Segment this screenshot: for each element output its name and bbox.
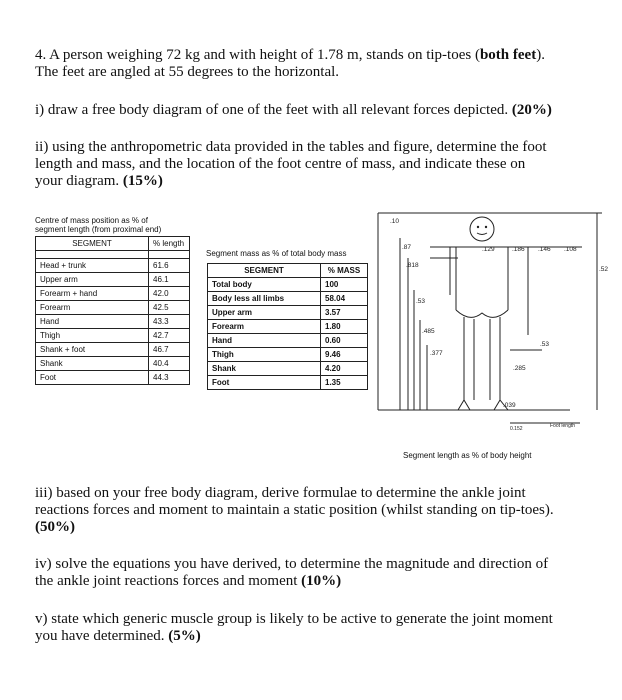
part-ii-line1: ii) using the anthropometric data provided in the tables and figure, determine the foot (35, 139, 547, 155)
part-v-marks: (5%) (168, 628, 201, 644)
com-table-spacer (36, 251, 190, 259)
label-146: .146 (538, 246, 551, 253)
com-cell-value: 46.1 (149, 273, 190, 287)
table-row (208, 292, 368, 306)
question-bold: both feet (479, 47, 537, 63)
com-cell-value: 42.7 (149, 329, 190, 343)
com-table (35, 236, 190, 385)
table-row (36, 329, 190, 343)
table-row (208, 348, 368, 362)
com-cell-segment: Hand (36, 315, 149, 329)
part-i (35, 102, 600, 119)
com-cell-value: 40.4 (149, 357, 190, 371)
label-top: .10 (390, 218, 400, 225)
label-377: .377 (430, 350, 443, 357)
mouth (477, 233, 487, 235)
com-cell-segment: Thigh (36, 329, 149, 343)
com-cell-segment: Shank + foot (36, 343, 149, 357)
table-row (36, 371, 190, 385)
mass-cell-value: 1.80 (321, 320, 368, 334)
part-iv-line2: the ankle joint reactions forces and moment (35, 573, 302, 589)
label-818: .818 (406, 262, 419, 269)
part-iii (35, 485, 600, 536)
table-row (208, 376, 368, 390)
part-v-line1: v) state which generic muscle group is likely to be active to generate the joint moment (35, 611, 553, 627)
mass-table-header (208, 264, 368, 278)
mass-cell-value: 100 (321, 278, 368, 292)
part-iii-marks: (50%) (35, 519, 75, 535)
table-row (36, 259, 190, 273)
part-i-marks: (20%) (511, 102, 552, 118)
com-cell-segment: Shank (36, 357, 149, 371)
com-cell-value: 42.5 (149, 301, 190, 315)
table-row (208, 334, 368, 348)
mass-header-segment: SEGMENT (208, 264, 321, 278)
mass-table-caption: Segment mass as % of total body mass (206, 249, 347, 258)
com-cell-value: 61.6 (149, 259, 190, 273)
label-foot-length: Foot length (550, 423, 576, 429)
table-row (36, 343, 190, 357)
eye-left (477, 226, 479, 228)
com-caption-line1: Centre of mass position as % of (35, 216, 148, 225)
part-iv-line1: iv) solve the equations you have derived, to determine the magnitude and direction of (35, 556, 549, 572)
label-52: .52 (599, 266, 609, 273)
question-line1-end: ). (536, 47, 545, 63)
com-table-header (36, 237, 190, 251)
mass-table (207, 263, 368, 390)
mass-cell-value: 9.46 (321, 348, 368, 362)
part-v (35, 611, 600, 645)
mass-cell-value: 1.35 (321, 376, 368, 390)
table-row (36, 287, 190, 301)
mass-cell-value: 4.20 (321, 362, 368, 376)
com-caption-line2: segment length (from proximal end) (35, 225, 162, 234)
com-cell-value: 44.3 (149, 371, 190, 385)
hip-curve (456, 310, 508, 317)
part-ii (35, 139, 600, 190)
table-row (36, 357, 190, 371)
com-table-caption (35, 216, 161, 234)
com-cell-value: 43.3 (149, 315, 190, 329)
com-cell-segment: Foot (36, 371, 149, 385)
question-line2: The feet are angled at 55 degrees to the horizontal. (35, 64, 340, 80)
table-row (208, 278, 368, 292)
mass-header-mass: % MASS (321, 264, 368, 278)
com-header-length: % length (149, 237, 190, 251)
mass-cell-segment: Shank (208, 362, 321, 376)
com-header-segment: SEGMENT (36, 237, 149, 251)
part-i-text: i) draw a free body diagram of one of the feet with all relevant forces depicted. (35, 102, 512, 118)
mass-cell-segment: Foot (208, 376, 321, 390)
mass-cell-segment: Body less all limbs (208, 292, 321, 306)
label-108: .108 (564, 246, 577, 253)
label-039: .039 (503, 402, 516, 409)
com-cell-segment: Forearm (36, 301, 149, 315)
foot-left (458, 400, 470, 410)
mass-cell-segment: Total body (208, 278, 321, 292)
mass-cell-segment: Upper arm (208, 306, 321, 320)
com-cell-value: 42.0 (149, 287, 190, 301)
mass-cell-value: 3.57 (321, 306, 368, 320)
question-line1: 4. A person weighing 72 kg and with height of 1.78 m, stands on tip-toes ( (35, 47, 480, 63)
head-outline (470, 217, 494, 241)
mass-cell-segment: Hand (208, 334, 321, 348)
com-cell-segment: Upper arm (36, 273, 149, 287)
figure-caption: Segment length as % of body height (403, 451, 532, 460)
com-cell-segment: Head + trunk (36, 259, 149, 273)
part-ii-line3: your diagram. (35, 173, 123, 189)
table-row (208, 320, 368, 334)
eye-right (485, 226, 487, 228)
part-iv (35, 556, 600, 590)
com-cell-segment: Forearm + hand (36, 287, 149, 301)
com-cell-value: 46.7 (149, 343, 190, 357)
table-row (36, 273, 190, 287)
part-iii-line1: iii) based on your free body diagram, derive formulae to determine the ankle joint (35, 485, 526, 501)
table-row (208, 306, 368, 320)
table-row (208, 362, 368, 376)
label-87: .87 (402, 244, 412, 251)
question-header (35, 47, 600, 81)
part-v-line2: you have determined. (35, 628, 169, 644)
part-iii-line2: reactions forces and moment to maintain a static position (whilst standing on tip-toes). (35, 502, 554, 518)
mass-cell-segment: Forearm (208, 320, 321, 334)
table-row (36, 315, 190, 329)
label-186: .186 (512, 246, 525, 253)
label-485: .485 (422, 328, 435, 335)
body-segment-figure (370, 205, 610, 443)
mass-cell-segment: Thigh (208, 348, 321, 362)
label-0152: 0.152 (510, 426, 523, 432)
part-ii-marks: (15%) (122, 173, 163, 189)
label-285: .285 (513, 365, 526, 372)
label-53: .53 (416, 298, 426, 305)
mass-cell-value: 0.60 (321, 334, 368, 348)
table-row (36, 301, 190, 315)
label-129: .129 (482, 246, 495, 253)
label-53r: .53 (540, 341, 550, 348)
part-ii-line2: length and mass, and the location of the foot centre of mass, and indicate these on (35, 156, 526, 172)
part-iv-marks: (10%) (301, 573, 342, 589)
mass-cell-value: 58.04 (321, 292, 368, 306)
